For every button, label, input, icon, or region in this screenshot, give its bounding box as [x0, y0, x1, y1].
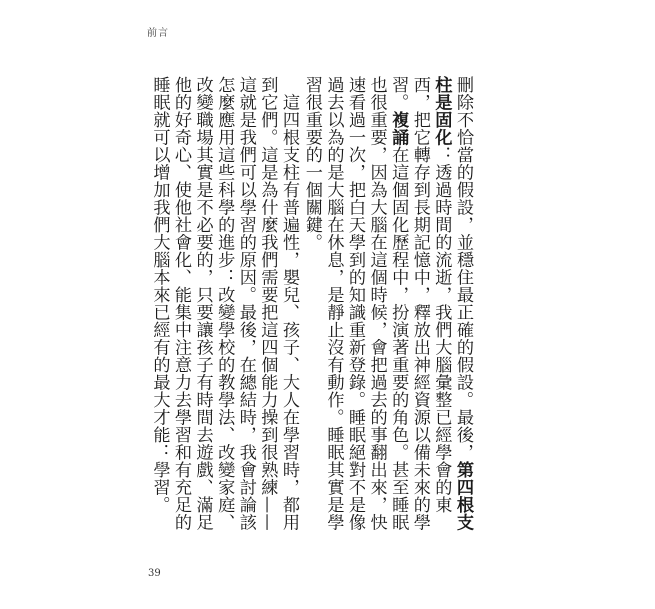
bold-term-fourth-pillar: 第四根支柱是固化 — [431, 76, 473, 531]
bold-term-rehearsal: 複誦 — [388, 111, 409, 146]
paragraph-text-part: 刪除不恰當的假設，並穩住最正確的假設。最後， — [453, 76, 473, 461]
page-number: 39 — [148, 568, 161, 579]
paragraph-four-pillars: 這四根支柱有普遍性，嬰兒、孩子、大人在學習時，都用到它們。這是為什麼我們需要把這四個能力操到很熟練——這就是我們可以學習的原因。最後，在總結時，我會討論該怎麼應用這些科學的進步：改變學校的教學法、改變家庭、改變職場其實是不必要的，只要讓孩子有時間去遊戲、滿足他的好奇心、使他社會化、能集中注意力去學習和有充足的睡眠就可以增加我們大腦本來已經有的最大才能：學習。 — [149, 76, 299, 531]
paragraph-text-part: 在這個固化歷程中，扮演著重要的角色。甚至睡眠也很重要，因為大腦在這個時候，會把過去的事翻出來，快速看過一次，把白天學到的知識重新登錄。睡眠絕對不是像過去以為的是大腦在休息，是靜止沒有動作。睡眠其實是學習很重要的一個關鍵。 — [301, 76, 409, 531]
running-head: 前言 — [147, 28, 169, 39]
paragraph-consolidation — [303, 76, 473, 546]
paragraph-text-part: ：透過時間的流逝，我們大腦彙整已經學會的東西，把它轉存到長期記憶中，釋放出神經資源以備未來的學習。 — [388, 76, 452, 531]
